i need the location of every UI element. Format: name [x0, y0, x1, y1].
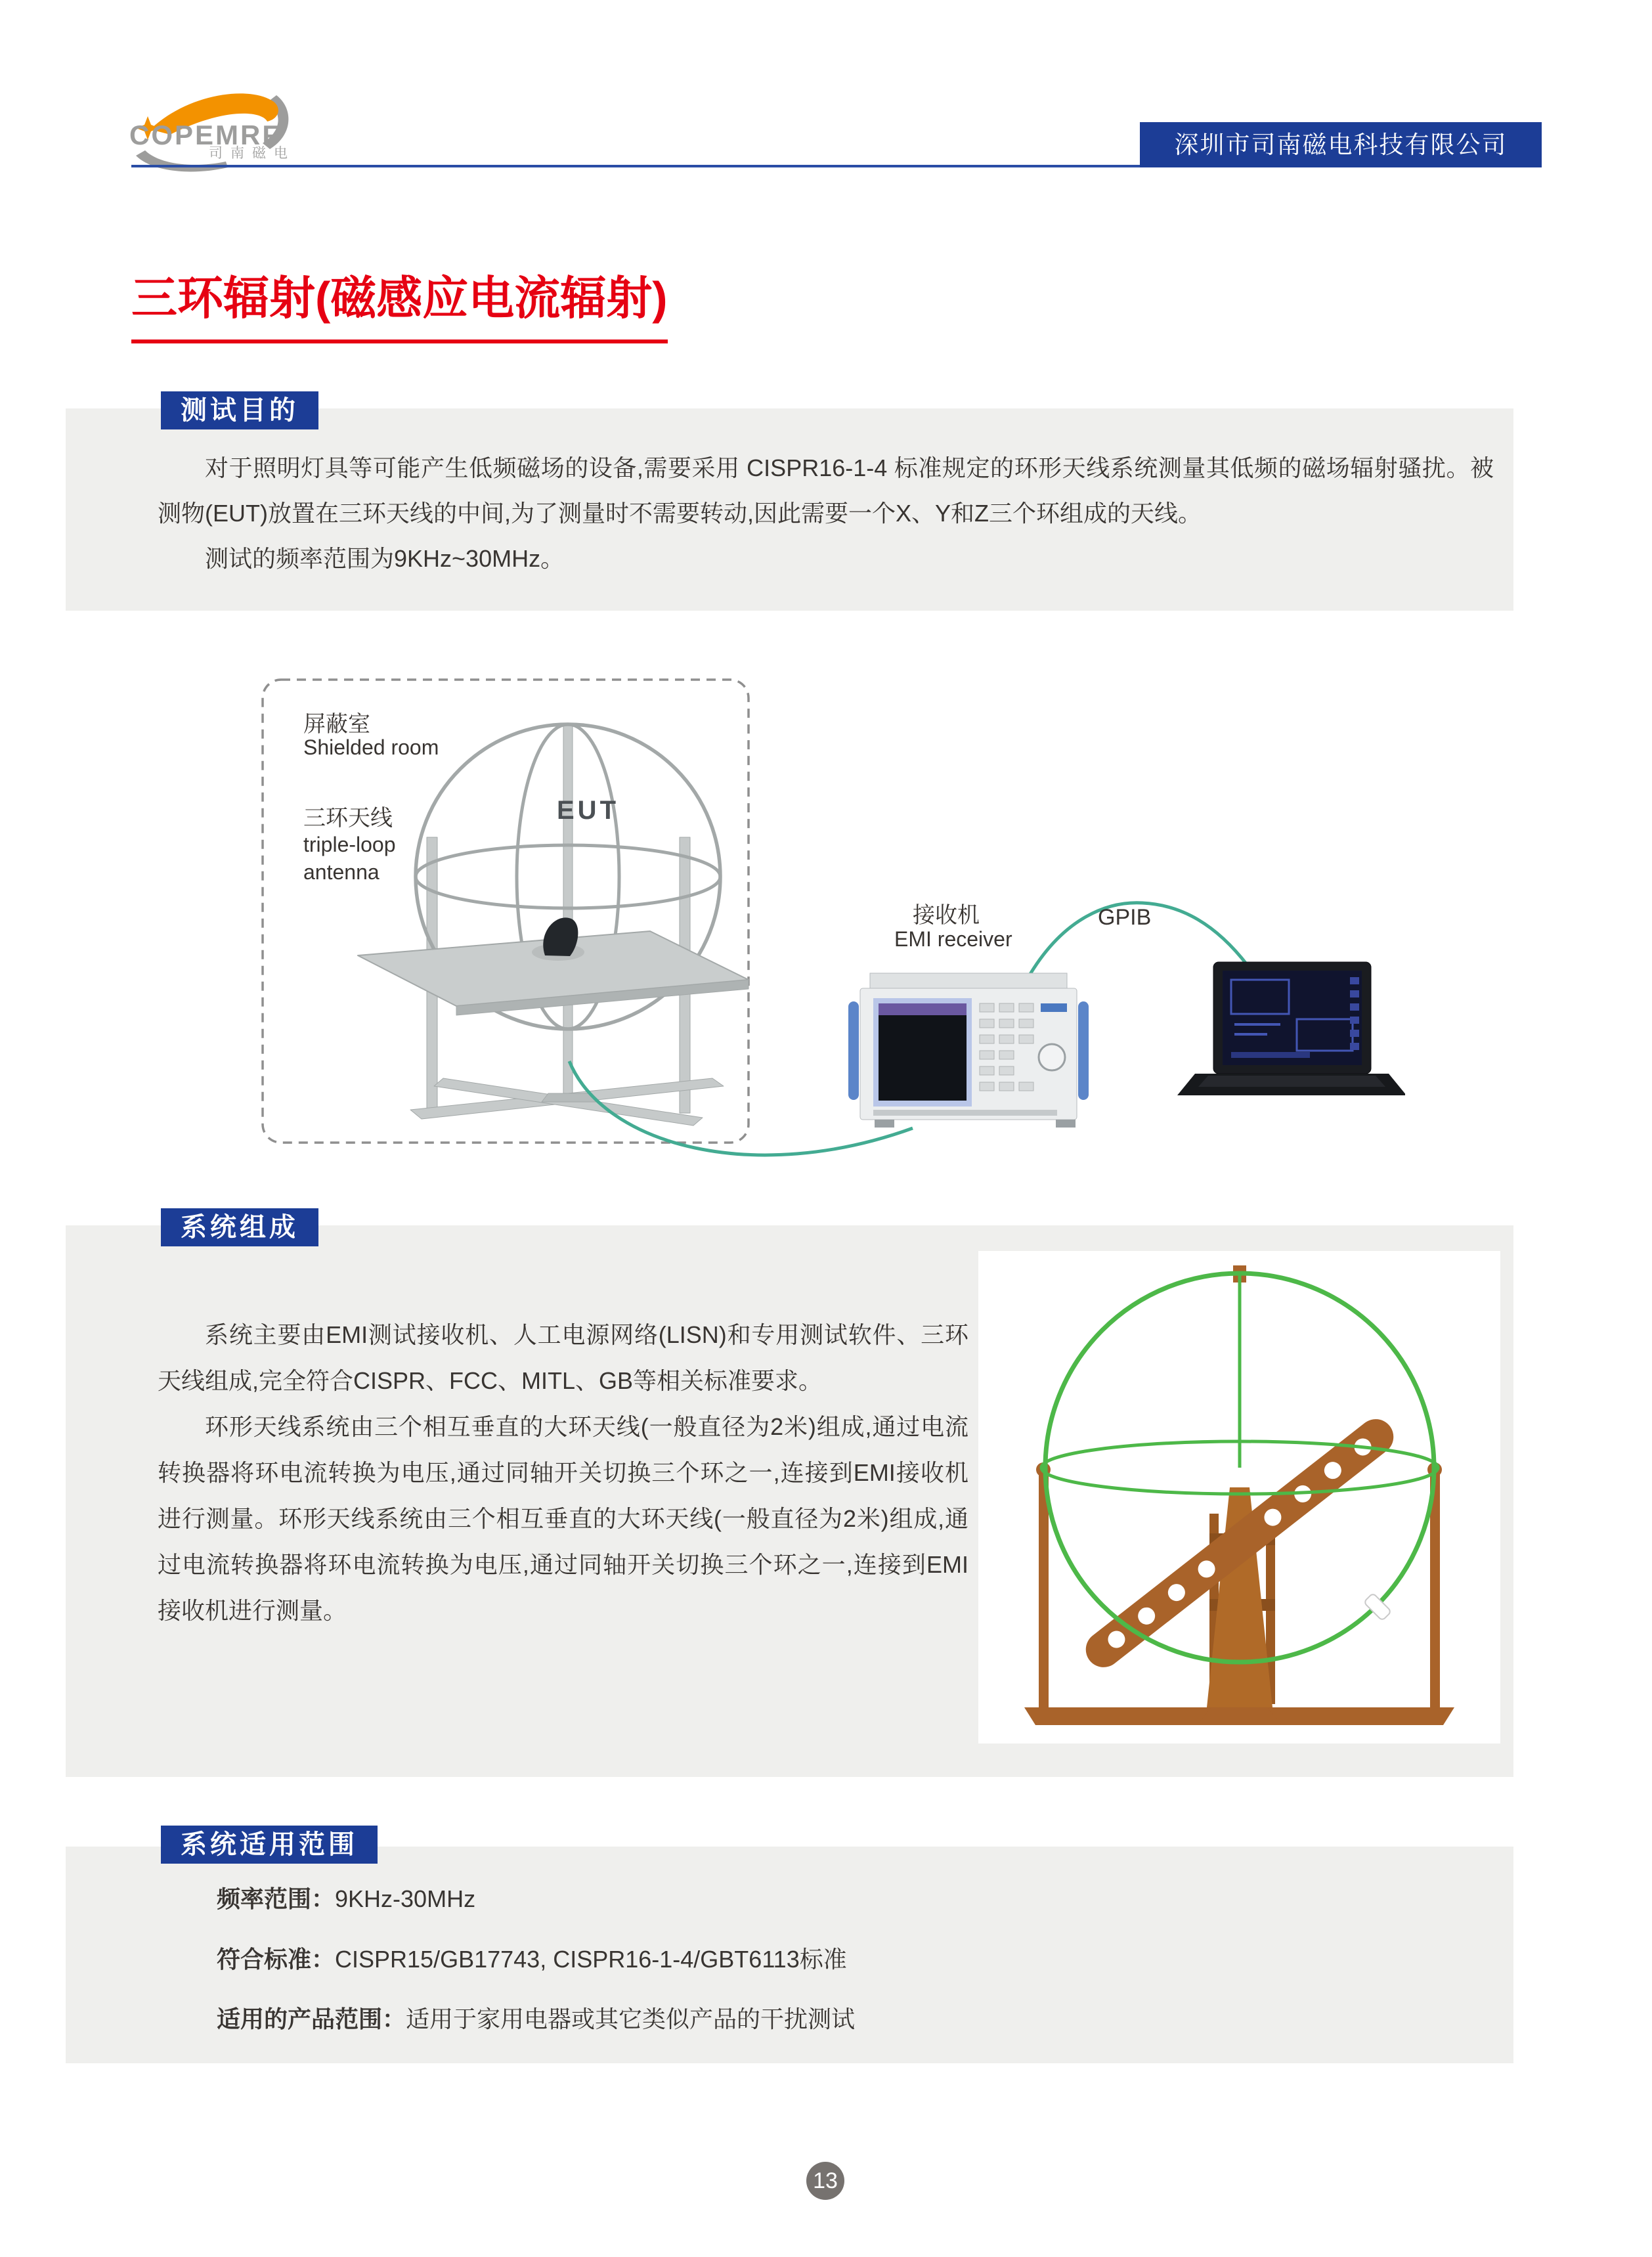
- emi-receiver-drawing: [848, 973, 1089, 1128]
- scope-item-products-value: 适用于家用电器或其它类似产品的干扰测试: [406, 2005, 856, 2033]
- logo-brand-text: COPEMRF: [129, 120, 281, 150]
- scope-item-products-label: 适用的产品范围：: [217, 2005, 406, 2033]
- purpose-section-heading: 测试目的: [161, 391, 318, 429]
- gpib-label: GPIB: [1098, 905, 1152, 930]
- antenna-label-en2: antenna: [303, 860, 380, 884]
- scope-item-frequency: [217, 1886, 855, 1912]
- eut-label: EUT: [557, 796, 619, 825]
- composition-paragraph-1: 系统主要由EMI测试接收机、人工电源网络(LISN)和专用测试软件、三环天线组成,完全符合CISPR、FCC、MITL、GB等相关标准要求。: [158, 1321, 968, 1394]
- purpose-paragraph-1: 对于照明灯具等可能产生低频磁场的设备,需要采用 CISPR16-1-4 标准规定的环形天线系统测量其低频的磁场辐射骚扰。被测物(EUT)放置在三环天线的中间,为了测量时不需要转动,因此需要一个X、Y和Z三个环组成的天线。: [158, 454, 1494, 527]
- eut-device: [543, 917, 578, 956]
- receiver-label-zh: 接收机: [913, 903, 980, 928]
- purpose-paragraph-2: 测试的频率范围为9KHz~30MHz。: [205, 545, 565, 572]
- company-name-banner: 深圳市司南磁电科技有限公司: [1140, 122, 1542, 167]
- composition-section-heading: 系统组成: [161, 1208, 318, 1246]
- scope-item-standards-value: CISPR15/GB17743, CISPR16-1-4/GBT6113标准: [335, 1945, 847, 1973]
- composition-paragraph-2: 环形天线系统由三个相互垂直的大环天线(一般直径为2米)组成,通过电流转换器将环电流转换为电压,通过同轴开关切换三个环之一,连接到EMI接收机进行测量。环形天线系统由三个相互垂直的大环天线(一般直径为2米)组成,通过电流转换器将环电流转换为电压,通过同轴开关切换三个环之一,连接到EMI接收机进行测量。: [158, 1413, 968, 1624]
- triple-loop-antenna-drawing: [358, 724, 749, 1126]
- scope-item-standards-label: 符合标准：: [217, 1945, 336, 1973]
- antenna-product-photo: [978, 1251, 1500, 1743]
- logo-brand-subtext: 司南磁电: [209, 146, 295, 161]
- purpose-text: [158, 445, 1494, 581]
- scope-list: [217, 1886, 855, 2067]
- page-number-badge: 13: [806, 2162, 844, 2200]
- page-title: 三环辐射(磁感应电流辐射): [131, 261, 668, 343]
- scope-item-products: [217, 2006, 855, 2032]
- scope-item-frequency-value: 9KHz-30MHz: [335, 1885, 476, 1912]
- shielded-room-label-en: Shielded room: [303, 735, 439, 759]
- antenna-photo-drawing: [978, 1251, 1500, 1743]
- scope-section-heading: 系统适用范围: [161, 1826, 378, 1864]
- shielded-room-label-zh: 屏蔽室: [303, 712, 370, 737]
- antenna-label-zh: 三环天线: [303, 806, 393, 831]
- scope-item-frequency-label: 频率范围：: [217, 1885, 336, 1912]
- composition-text: [158, 1312, 968, 1634]
- receiver-label-en: EMI receiver: [894, 927, 1012, 951]
- antenna-label-en1: triple-loop: [303, 833, 396, 856]
- scope-item-standards: [217, 1946, 855, 1973]
- laptop-drawing: [1177, 962, 1405, 1095]
